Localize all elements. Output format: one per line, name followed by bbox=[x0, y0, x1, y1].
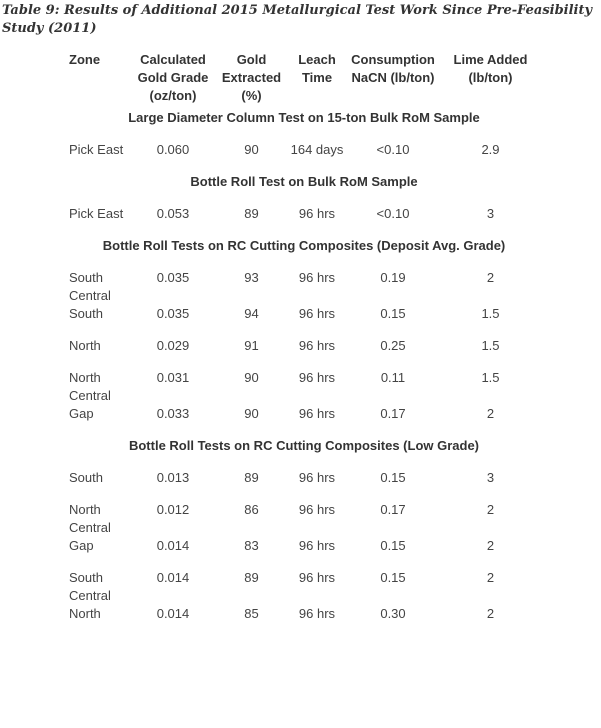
cell-gold-grade: 0.060 bbox=[156, 142, 190, 157]
table-row bbox=[64, 269, 544, 305]
cell-gold-grade: 0.031 bbox=[156, 370, 190, 385]
section-title-row bbox=[64, 437, 544, 469]
header-nacn-consumption: Consumption NaCN (lb/ton) bbox=[351, 52, 435, 85]
cell-leach-time: 164 days bbox=[290, 142, 344, 157]
cell-gold-grade: 0.014 bbox=[156, 606, 190, 621]
cell-lime: 2 bbox=[486, 570, 495, 585]
cell-leach-time: 96 hrs bbox=[298, 570, 336, 585]
metallurgical-results-table bbox=[64, 51, 544, 637]
table-row bbox=[64, 537, 544, 569]
cell-gold-grade: 0.012 bbox=[156, 502, 190, 517]
cell-gold-extracted: 90 bbox=[244, 370, 259, 385]
table-caption: Table 9: Results of Additional 2015 Metallurgical Test Work Since Pre-Feasibility Study (2011) bbox=[2, 3, 593, 36]
cell-gold-extracted: 93 bbox=[244, 270, 259, 285]
cell-lime: 1.5 bbox=[481, 306, 500, 321]
cell-nacn: <0.10 bbox=[376, 206, 410, 221]
table-row bbox=[64, 605, 544, 637]
cell-leach-time: 96 hrs bbox=[298, 606, 336, 621]
cell-gold-grade: 0.053 bbox=[156, 206, 190, 221]
cell-nacn: 0.15 bbox=[380, 470, 406, 485]
cell-lime: 2 bbox=[486, 406, 495, 421]
cell-lime: 2.9 bbox=[481, 142, 500, 157]
cell-leach-time: 96 hrs bbox=[298, 270, 336, 285]
cell-lime: 3 bbox=[486, 470, 495, 485]
cell-zone: South Central bbox=[69, 270, 111, 303]
table-row bbox=[64, 569, 544, 605]
cell-zone: North Central bbox=[69, 502, 111, 535]
section-title: Bottle Roll Tests on RC Cutting Composites (Low Grade) bbox=[128, 438, 480, 453]
cell-lime: 2 bbox=[486, 502, 495, 517]
cell-zone: South Central bbox=[69, 570, 111, 603]
cell-gold-extracted: 90 bbox=[244, 406, 259, 421]
cell-nacn: 0.30 bbox=[380, 606, 406, 621]
cell-nacn: 0.17 bbox=[380, 502, 406, 517]
cell-lime: 3 bbox=[486, 206, 495, 221]
cell-gold-extracted: 83 bbox=[244, 538, 259, 553]
header-lime-added: Lime Added (lb/ton) bbox=[453, 52, 528, 85]
section-title: Bottle Roll Test on Bulk RoM Sample bbox=[190, 174, 418, 189]
cell-nacn: 0.25 bbox=[380, 338, 406, 353]
cell-zone: North Central bbox=[69, 370, 111, 403]
cell-gold-grade: 0.033 bbox=[156, 406, 190, 421]
cell-gold-extracted: 89 bbox=[244, 570, 259, 585]
cell-gold-grade: 0.013 bbox=[156, 470, 190, 485]
cell-nacn: 0.15 bbox=[380, 306, 406, 321]
section-title-row bbox=[64, 109, 544, 141]
cell-gold-extracted: 91 bbox=[244, 338, 259, 353]
cell-zone: Gap bbox=[69, 406, 94, 421]
cell-lime: 2 bbox=[486, 270, 495, 285]
cell-gold-grade: 0.014 bbox=[156, 570, 190, 585]
table-row bbox=[64, 205, 544, 237]
cell-gold-grade: 0.035 bbox=[156, 306, 190, 321]
table-row bbox=[64, 337, 544, 369]
cell-leach-time: 96 hrs bbox=[298, 406, 336, 421]
cell-nacn: 0.19 bbox=[380, 270, 406, 285]
section-title: Bottle Roll Tests on RC Cutting Composites (Deposit Avg. Grade) bbox=[102, 238, 506, 253]
cell-gold-extracted: 89 bbox=[244, 206, 259, 221]
cell-nacn: 0.15 bbox=[380, 538, 406, 553]
cell-gold-grade: 0.029 bbox=[156, 338, 190, 353]
cell-leach-time: 96 hrs bbox=[298, 206, 336, 221]
cell-gold-extracted: 90 bbox=[244, 142, 259, 157]
cell-gold-extracted: 89 bbox=[244, 470, 259, 485]
table-row bbox=[64, 405, 544, 437]
cell-lime: 1.5 bbox=[481, 370, 500, 385]
cell-zone: South bbox=[69, 306, 103, 321]
cell-zone: Pick East bbox=[69, 206, 124, 221]
cell-zone: Gap bbox=[69, 538, 94, 553]
cell-gold-grade: 0.014 bbox=[156, 538, 190, 553]
cell-zone: Pick East bbox=[69, 142, 124, 157]
cell-leach-time: 96 hrs bbox=[298, 306, 336, 321]
cell-leach-time: 96 hrs bbox=[298, 502, 336, 517]
header-zone: Zone bbox=[69, 52, 101, 67]
header-row bbox=[64, 51, 544, 109]
cell-leach-time: 96 hrs bbox=[298, 538, 336, 553]
cell-zone: South bbox=[69, 470, 103, 485]
cell-gold-extracted: 85 bbox=[244, 606, 259, 621]
table-row bbox=[64, 141, 544, 173]
cell-gold-extracted: 86 bbox=[244, 502, 259, 517]
table-row bbox=[64, 305, 544, 337]
cell-gold-extracted: 94 bbox=[244, 306, 259, 321]
cell-zone: North bbox=[69, 606, 101, 621]
cell-nacn: <0.10 bbox=[376, 142, 410, 157]
table-row bbox=[64, 501, 544, 537]
table-row bbox=[64, 369, 544, 405]
header-gold-grade: Calculated Gold Grade (oz/ton) bbox=[137, 52, 209, 103]
section-title-row bbox=[64, 237, 544, 269]
table-row bbox=[64, 469, 544, 501]
header-gold-extracted: Gold Extracted (%) bbox=[221, 52, 282, 103]
header-leach-time: Leach Time bbox=[298, 52, 336, 85]
cell-leach-time: 96 hrs bbox=[298, 338, 336, 353]
cell-lime: 2 bbox=[486, 606, 495, 621]
cell-zone: North bbox=[69, 338, 101, 353]
cell-leach-time: 96 hrs bbox=[298, 370, 336, 385]
cell-leach-time: 96 hrs bbox=[298, 470, 336, 485]
cell-nacn: 0.11 bbox=[380, 370, 406, 385]
cell-nacn: 0.17 bbox=[380, 406, 406, 421]
cell-gold-grade: 0.035 bbox=[156, 270, 190, 285]
cell-nacn: 0.15 bbox=[380, 570, 406, 585]
cell-lime: 2 bbox=[486, 538, 495, 553]
cell-lime: 1.5 bbox=[481, 338, 500, 353]
section-title: Large Diameter Column Test on 15-ton Bulk RoM Sample bbox=[128, 110, 480, 125]
section-title-row bbox=[64, 173, 544, 205]
